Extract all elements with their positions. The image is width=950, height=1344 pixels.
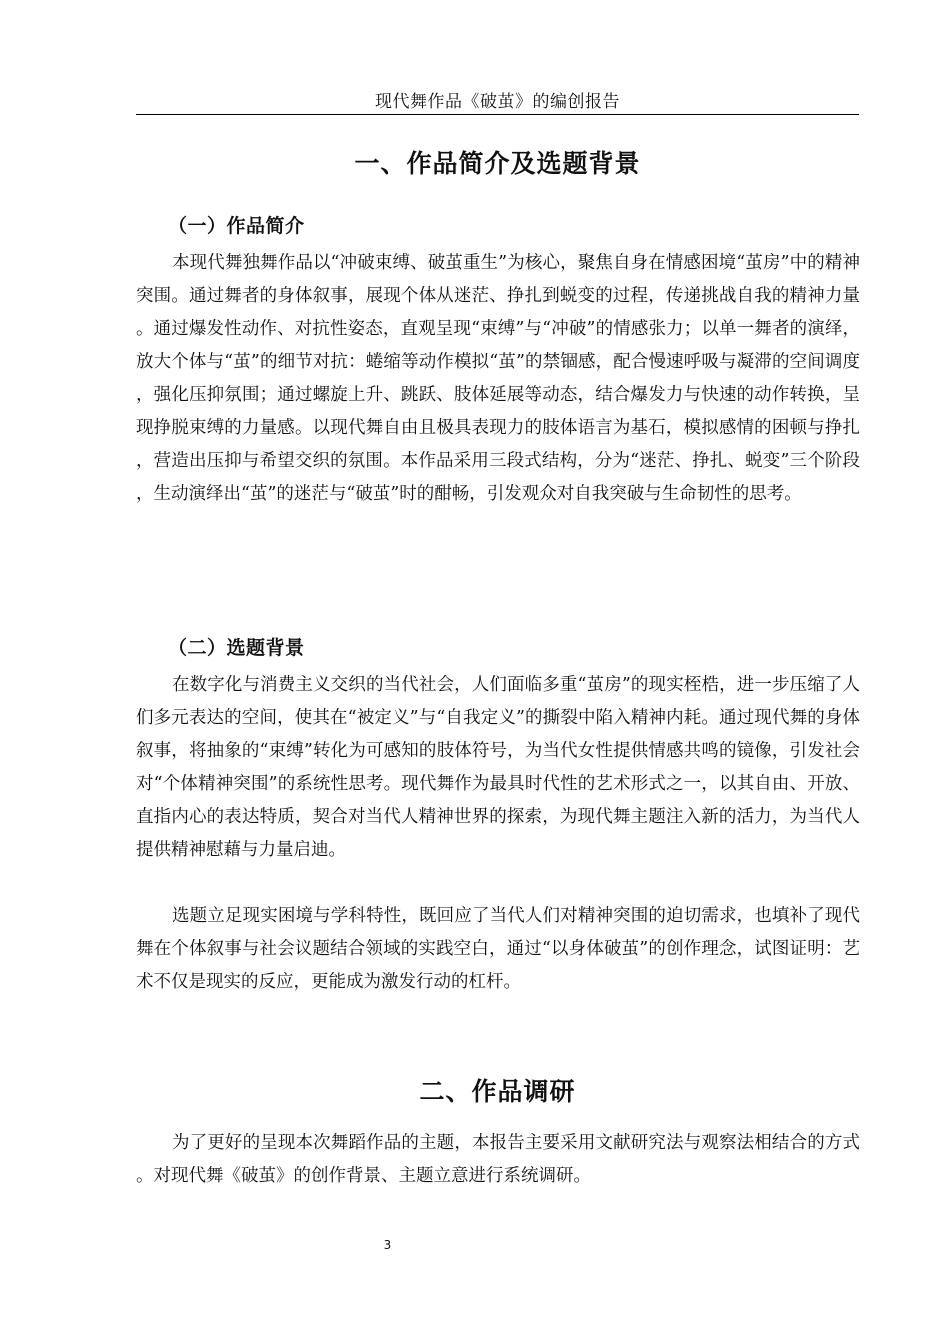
body-paragraph: 选题立足现实困境与学科特性，既回应了当代人们对精神突围的迫切需求，也填补了现代舞在个体叙事与社会议题结合领域的实践空白，通过“以身体破茧”的创作理念，试图证明：艺术不仅是现实的反应，更能成为激发行动的杠杆。 bbox=[136, 906, 860, 992]
page-number: 3 bbox=[383, 1238, 392, 1252]
header-rule bbox=[136, 114, 859, 115]
chapter-title: 一、作品简介及选题背景 bbox=[354, 149, 641, 178]
body-paragraph: 本现代舞独舞作品以“冲破束缚、破茧重生”为核心，聚焦自身在情感困境“茧房”中的精神突围。通过舞者的身体叙事，展现个体从迷茫、挣扎到蜕变的过程，传递挑战自我的精神力量。通过爆发性动作、对抗性姿态，直观呈现“束缚”与“冲破”的情感张力；以单一舞者的演绎，放大个体与“茧”的细节对抗：蜷缩等动作模拟“茧”的禁锢感，配合慢速呼吸与凝滞的空间调度，强化压抑氛围；通过螺旋上升、跳跃、肢体延展等动态，结合爆发力与快速的动作转换，呈现挣脱束缚的力量感。以现代舞自由且极具表现力的肢体语言为基石，模拟感情的困顿与挣扎，营造出压抑与希望交织的氛围。本作品采用三段式结构，分为“迷茫、挣扎、蜕变”三个阶段，生动演绎出“茧”的迷茫与“破茧”时的酣畅，引发观众对自我突破与生命韧性的思考。 bbox=[136, 253, 860, 504]
body-paragraph: 为了更好的呈现本次舞蹈作品的主题，本报告主要采用文献研究法与观察法相结合的方式。对现代舞《破茧》的创作背景、主题立意进行系统调研。 bbox=[136, 1133, 860, 1186]
running-header: 现代舞作品《破茧》的编创报告 bbox=[375, 92, 620, 112]
body-paragraph: 在数字化与消费主义交织的当代社会，人们面临多重“茧房”的现实桎梏，进一步压缩了人们多元表达的空间，使其在“被定义”与“自我定义”的撕裂中陷入精神内耗。通过现代舞的身体叙事，将抽象的“束缚”转化为可感知的肢体符号，为当代女性提供情感共鸣的镜像，引发社会对“个体精神突围”的系统性思考。现代舞作为最具时代性的艺术形式之一，以其自由、开放、直指内心的表达特质，契合对当代人精神世界的探索，为现代舞主题注入新的活力，为当代人提供精神慰藉与力量启迪。 bbox=[136, 675, 860, 860]
section-title: （二）选题背景 bbox=[168, 637, 305, 659]
chapter-title: 二、作品调研 bbox=[419, 1077, 576, 1106]
section-title: （一）作品简介 bbox=[168, 215, 305, 237]
